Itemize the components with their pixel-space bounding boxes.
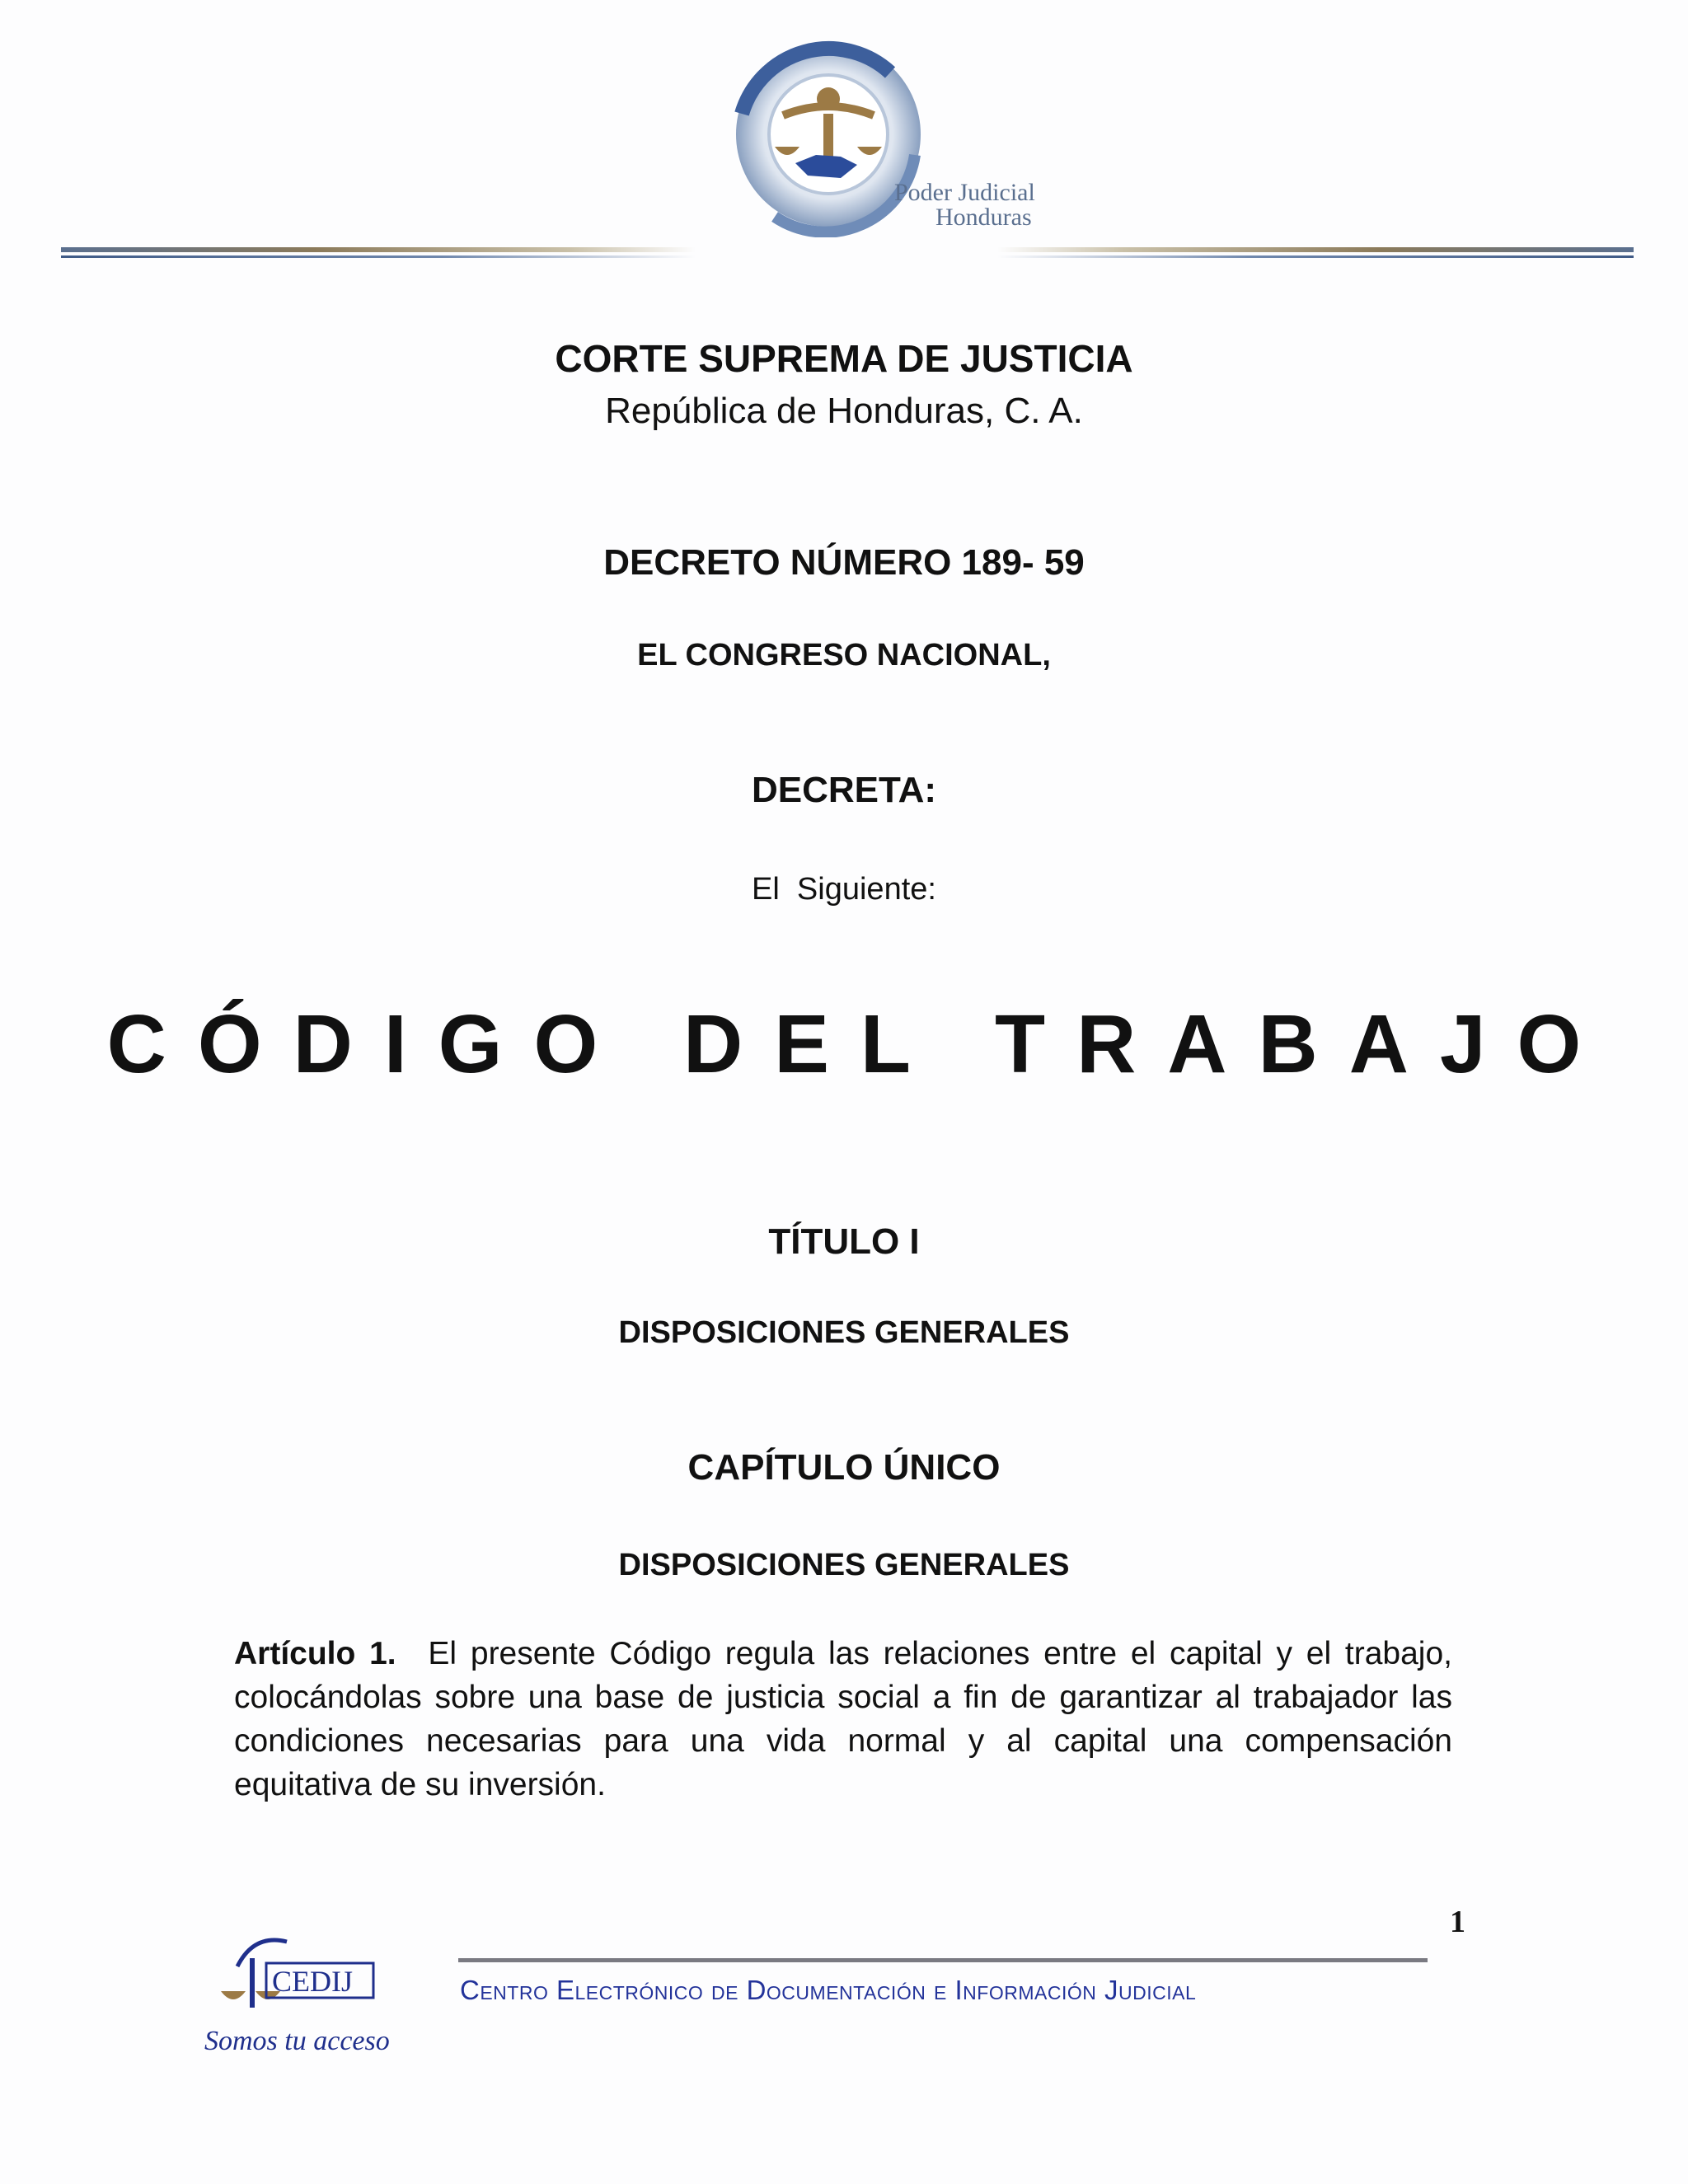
article-label: Artículo 1. [234, 1636, 396, 1671]
titulo-heading: TÍTULO I [768, 1221, 920, 1262]
capitulo-subtitle: DISPOSICIONES GENERALES [618, 1548, 1070, 1582]
titulo-subtitle: DISPOSICIONES GENERALES [618, 1315, 1070, 1350]
header-rule-right-accent [997, 255, 1634, 258]
cedij-slogan: Somos tu acceso [204, 2026, 390, 2056]
poder-judicial-logo [725, 40, 1071, 237]
header-rule-right [997, 247, 1634, 252]
header-rule-left [61, 247, 696, 252]
article-text: El presente Código regula las relaciones entre el capital y el trabajo, colocándolas sobre una base de justicia social a fin de garantizar al trabajador las condiciones necesarias para una vida normal y al capital una compensación equitativa de su inversión. [234, 1636, 1452, 1802]
logo-text-line2: Honduras [935, 204, 1032, 231]
code-title: CÓDIGO DEL TRABAJO [106, 998, 1613, 1090]
cedij-logo-text: CEDIJ [272, 1965, 353, 1998]
decreta-heading: DECRETA: [751, 770, 937, 810]
siguiente-text: El Siguiente: [752, 872, 936, 907]
court-heading: CORTE SUPREMA DE JUSTICIA [555, 337, 1133, 380]
country-subheading: República de Honduras, C. A. [605, 391, 1083, 431]
article-1-paragraph [234, 1632, 1452, 1807]
decree-number: DECRETO NÚMERO 189- 59 [603, 542, 1085, 583]
footer-rule [458, 1958, 1428, 1962]
page-number: 1 [1450, 1905, 1465, 1939]
header-rule-left-accent [61, 255, 696, 258]
capitulo-heading: CAPÍTULO ÚNICO [687, 1447, 1001, 1488]
congress-heading: EL CONGRESO NACIONAL, [637, 638, 1051, 673]
logo-text-line1: Poder Judicial [894, 179, 1035, 206]
footer-center-name: Centro Electrónico de Documentación e Información Judicial [460, 1975, 1197, 2005]
